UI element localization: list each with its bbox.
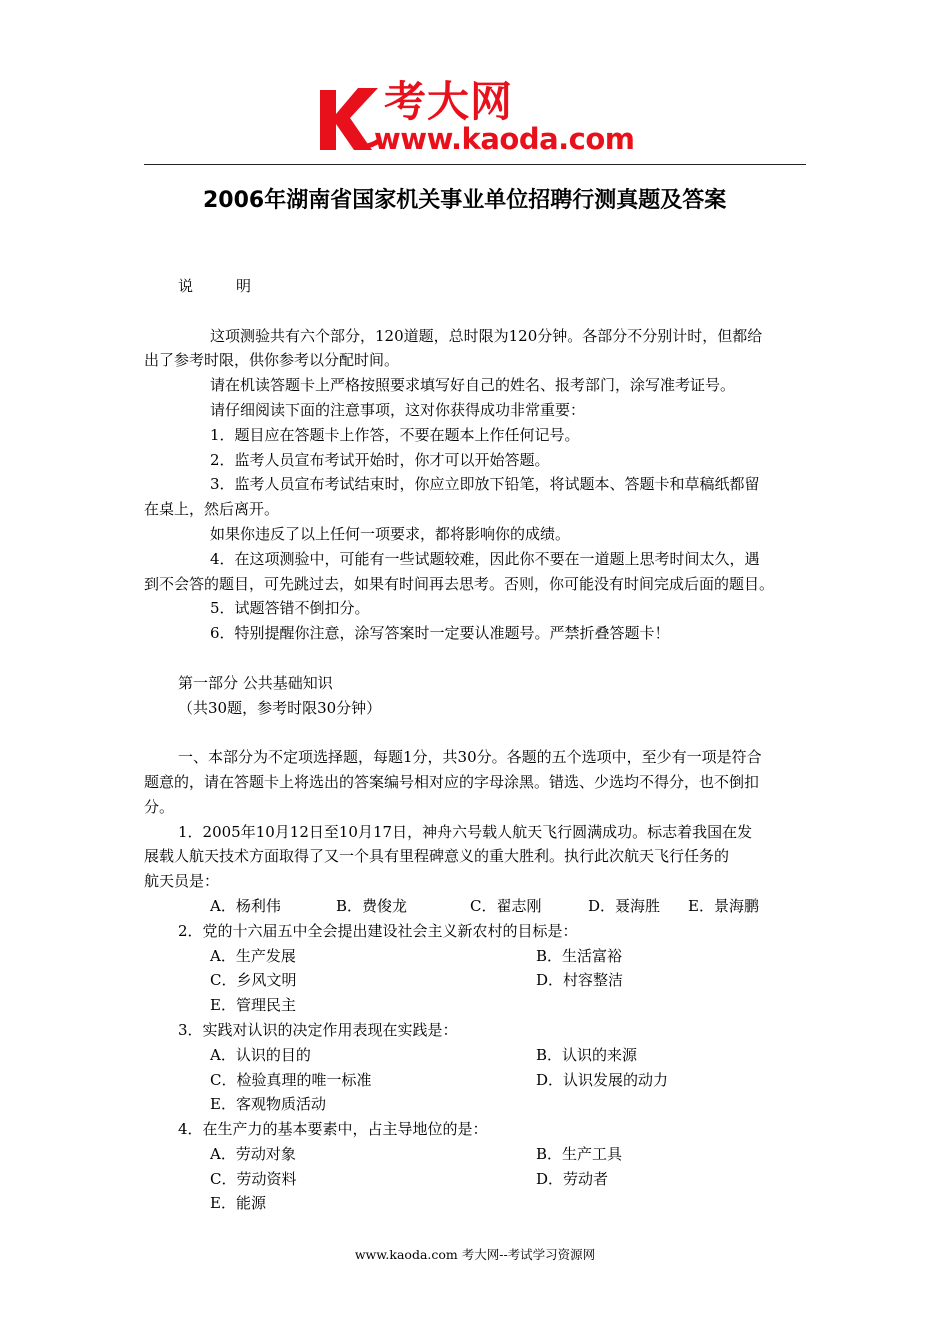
note-4-line-2: 到不会答的题目，可先跳过去，如果有时间再去思考。否则，你可能没有时间完成后面的题目。 [144, 574, 775, 593]
question-3-option-a: A．认识的目的 [210, 1045, 311, 1064]
question-1-option-d: D．聂海胜 [588, 896, 661, 915]
question-3-option-e: E．客观物质活动 [210, 1095, 326, 1114]
note-6: 6．特别提醒你注意，涂写答案时一定要认准题号。严禁折叠答题卡！ [210, 624, 670, 643]
question-4-option-e: E．能源 [210, 1194, 266, 1213]
question-2-option-c: C．乡风文明 [210, 971, 297, 990]
note-5: 5．试题答错不倒扣分。 [210, 599, 370, 618]
question-1-stem-line-1: 1．2005年10月12日至10月17日，神舟六号载人航天飞行圆满成功。标志着我国在发 [178, 822, 753, 841]
question-2-option-a: A．生产发展 [210, 946, 296, 965]
question-3-stem: 3．实践对认识的决定作用表现在实践是： [178, 1020, 458, 1039]
intro-heading-a: 说 [178, 277, 194, 295]
part1-instruction-line-2: 题意的，请在答题卡上将选出的答案编号相对应的字母涂黑。错选、少选均不得分，也不倒扣 [144, 772, 760, 791]
document-body [144, 274, 820, 1216]
question-1-option-e: E．景海鹏 [688, 896, 759, 915]
note-3-line-2: 在桌上，然后离开。 [144, 500, 280, 519]
question-1-option-a: A．杨利伟 [210, 896, 281, 915]
kaoda-logo [318, 77, 640, 156]
header-rule [144, 164, 806, 165]
question-1-option-c: C．翟志刚 [470, 896, 542, 915]
question-2-options-row-1 [144, 944, 820, 969]
question-4-options-row-1 [144, 1142, 820, 1167]
part1-subheading: （共30题，参考时限30分钟） [178, 698, 382, 717]
logo-url-text: www.kaoda.com [374, 122, 635, 156]
note-3-line-1: 3．监考人员宣布考试结束时，你应立即放下铅笔，将试题本、答题卡和草稿纸都留 [210, 475, 760, 494]
intro-heading [144, 274, 820, 299]
question-4-option-b: B．生产工具 [536, 1144, 623, 1163]
question-2-option-e: E．管理民主 [210, 996, 296, 1015]
question-2-stem: 2．党的十六届五中全会提出建设社会主义新农村的目标是： [178, 921, 578, 940]
intro-paragraph-3: 请仔细阅读下面的注意事项，这对你获得成功非常重要： [210, 400, 586, 419]
part1-instruction-line-3: 分。 [144, 797, 175, 816]
intro-paragraph-1-line-2: 出了参考时限，供你参考以分配时间。 [144, 351, 400, 370]
question-1-stem-line-3: 航天员是： [144, 872, 220, 891]
intro-paragraph-2: 请在机读答题卡上严格按照要求填写好自己的姓名、报考部门，涂写准考证号。 [210, 376, 736, 395]
question-3-option-d: D．认识发展的动力 [536, 1070, 669, 1089]
question-2-option-b: B．生活富裕 [536, 946, 623, 965]
question-2-options-row-2 [144, 968, 820, 993]
part1-heading: 第一部分 公共基础知识 [178, 673, 333, 692]
question-4-options-row-2 [144, 1167, 820, 1192]
question-4-stem: 4．在生产力的基本要素中，占主导地位的是： [178, 1120, 488, 1139]
page-title: 2006年湖南省国家机关事业单位招聘行测真题及答案 [203, 188, 727, 213]
note-1: 1．题目应在答题卡上作答，不要在题本上作任何记号。 [210, 425, 580, 444]
question-4-option-a: A．劳动对象 [210, 1144, 296, 1163]
question-4-option-c: C．劳动资料 [210, 1169, 297, 1188]
warning-line: 如果你违反了以上任何一项要求，都将影响你的成绩。 [210, 524, 571, 543]
intro-paragraph-1-line-1: 这项测验共有六个部分，120道题，总时限为120分钟。各部分不分别计时，但都给 [210, 326, 763, 345]
question-3-option-b: B．认识的来源 [536, 1045, 638, 1064]
question-2-option-d: D．村容整洁 [536, 971, 624, 990]
question-3-options-row-1 [144, 1043, 820, 1068]
part1-instruction-line-1: 一、本部分为不定项选择题，每题1分，共30分。各题的五个选项中，至少有一项是符合 [178, 748, 762, 767]
page-footer: www.kaoda.com 考大网--考试学习资源网 [354, 1247, 596, 1262]
question-1-stem-line-2: 展载人航天技术方面取得了又一个具有里程碑意义的重大胜利。执行此次航天飞行任务的 [144, 847, 730, 866]
question-1-option-b: B．费俊龙 [336, 896, 408, 915]
question-3-option-c: C．检验真理的唯一标准 [210, 1070, 372, 1089]
question-4-option-d: D．劳动者 [536, 1169, 609, 1188]
intro-heading-b: 明 [236, 277, 252, 295]
logo-chinese-text: 考大网 [384, 77, 514, 126]
note-2: 2．监考人员宣布考试开始时，你才可以开始答题。 [210, 450, 550, 469]
question-1-options [144, 894, 820, 919]
note-4-line-1: 4．在这项测验中，可能有一些试题较难，因此你不要在一道题上思考时间太久，遇 [210, 549, 760, 568]
question-3-options-row-2 [144, 1068, 820, 1093]
